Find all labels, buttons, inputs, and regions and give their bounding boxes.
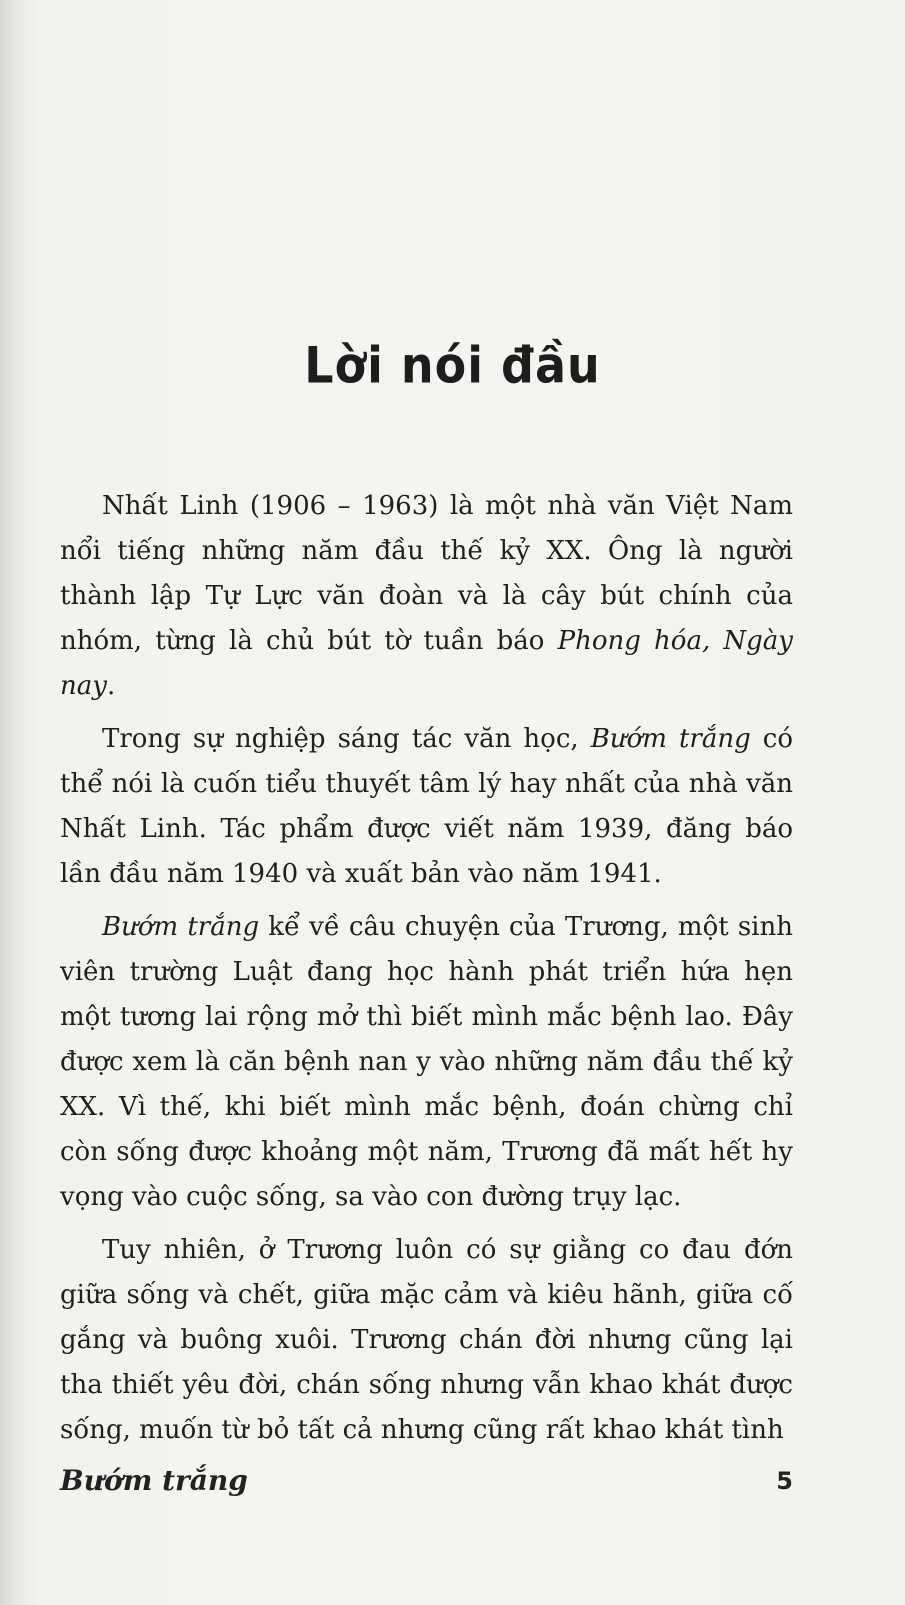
paragraph-1-italic: Phong hóa, Ngày nay — [60, 626, 793, 701]
page-number: 5 — [776, 1467, 793, 1495]
paragraph-2 — [60, 717, 793, 897]
body-text — [60, 484, 793, 1461]
paragraph-3-italic: Bướm trắng — [102, 912, 260, 942]
paragraph-3 — [60, 905, 793, 1220]
paragraph-2-italic: Bướm trắng — [590, 724, 751, 754]
paragraph-1-end: . — [106, 671, 116, 701]
paragraph-4 — [60, 1228, 793, 1453]
paragraph-4-text: Tuy nhiên, ở Trương luôn có sự giằng co đau đớn giữa sống và chết, giữa mặc cảm và kiêu hãnh, giữa cố gắng và buông xuôi. Trương chán đời nhưng cũng lại tha thiết yêu đời, chán sống nhưng vẫn khao khát được sống, muốn từ bỏ tất cả nhưng cũng rất khao khát tình — [60, 1235, 793, 1445]
paragraph-1 — [60, 484, 793, 709]
paragraph-1-text: Nhất Linh (1906 – 1963) là một nhà văn Việt Nam nổi tiếng những năm đầu thế kỷ XX. Ông là người thành lập Tự Lực văn đoàn và là cây bút chính của nhóm, từng là chủ bút tờ tuần báo — [60, 491, 793, 656]
paragraph-3-text: kể về câu chuyện của Trương, một sinh viên trường Luật đang học hành phát triển hứa hẹn một tương lai rộng mở thì biết mình mắc bệnh lao. Đây được xem là căn bệnh nan y vào những năm đầu thế kỷ XX. Vì thế, khi biết mình mắc bệnh, đoán chừng chỉ còn sống được khoảng một năm, Trương đã mất hết hy vọng vào cuộc sống, sa vào con đường trụy lạc. — [60, 912, 793, 1212]
paragraph-2-text: có thể nói là cuốn tiểu thuyết tâm lý hay nhất của nhà văn Nhất Linh. Tác phẩm được viết năm 1939, đăng báo lần đầu năm 1940 và xuất bản vào năm 1941. — [60, 724, 793, 889]
footer-book-title: Bướm trắng — [60, 1464, 248, 1497]
page-title: Lời nói đầu — [304, 335, 601, 395]
paragraph-2-start: Trong sự nghiệp sáng tác văn học, — [102, 724, 591, 754]
